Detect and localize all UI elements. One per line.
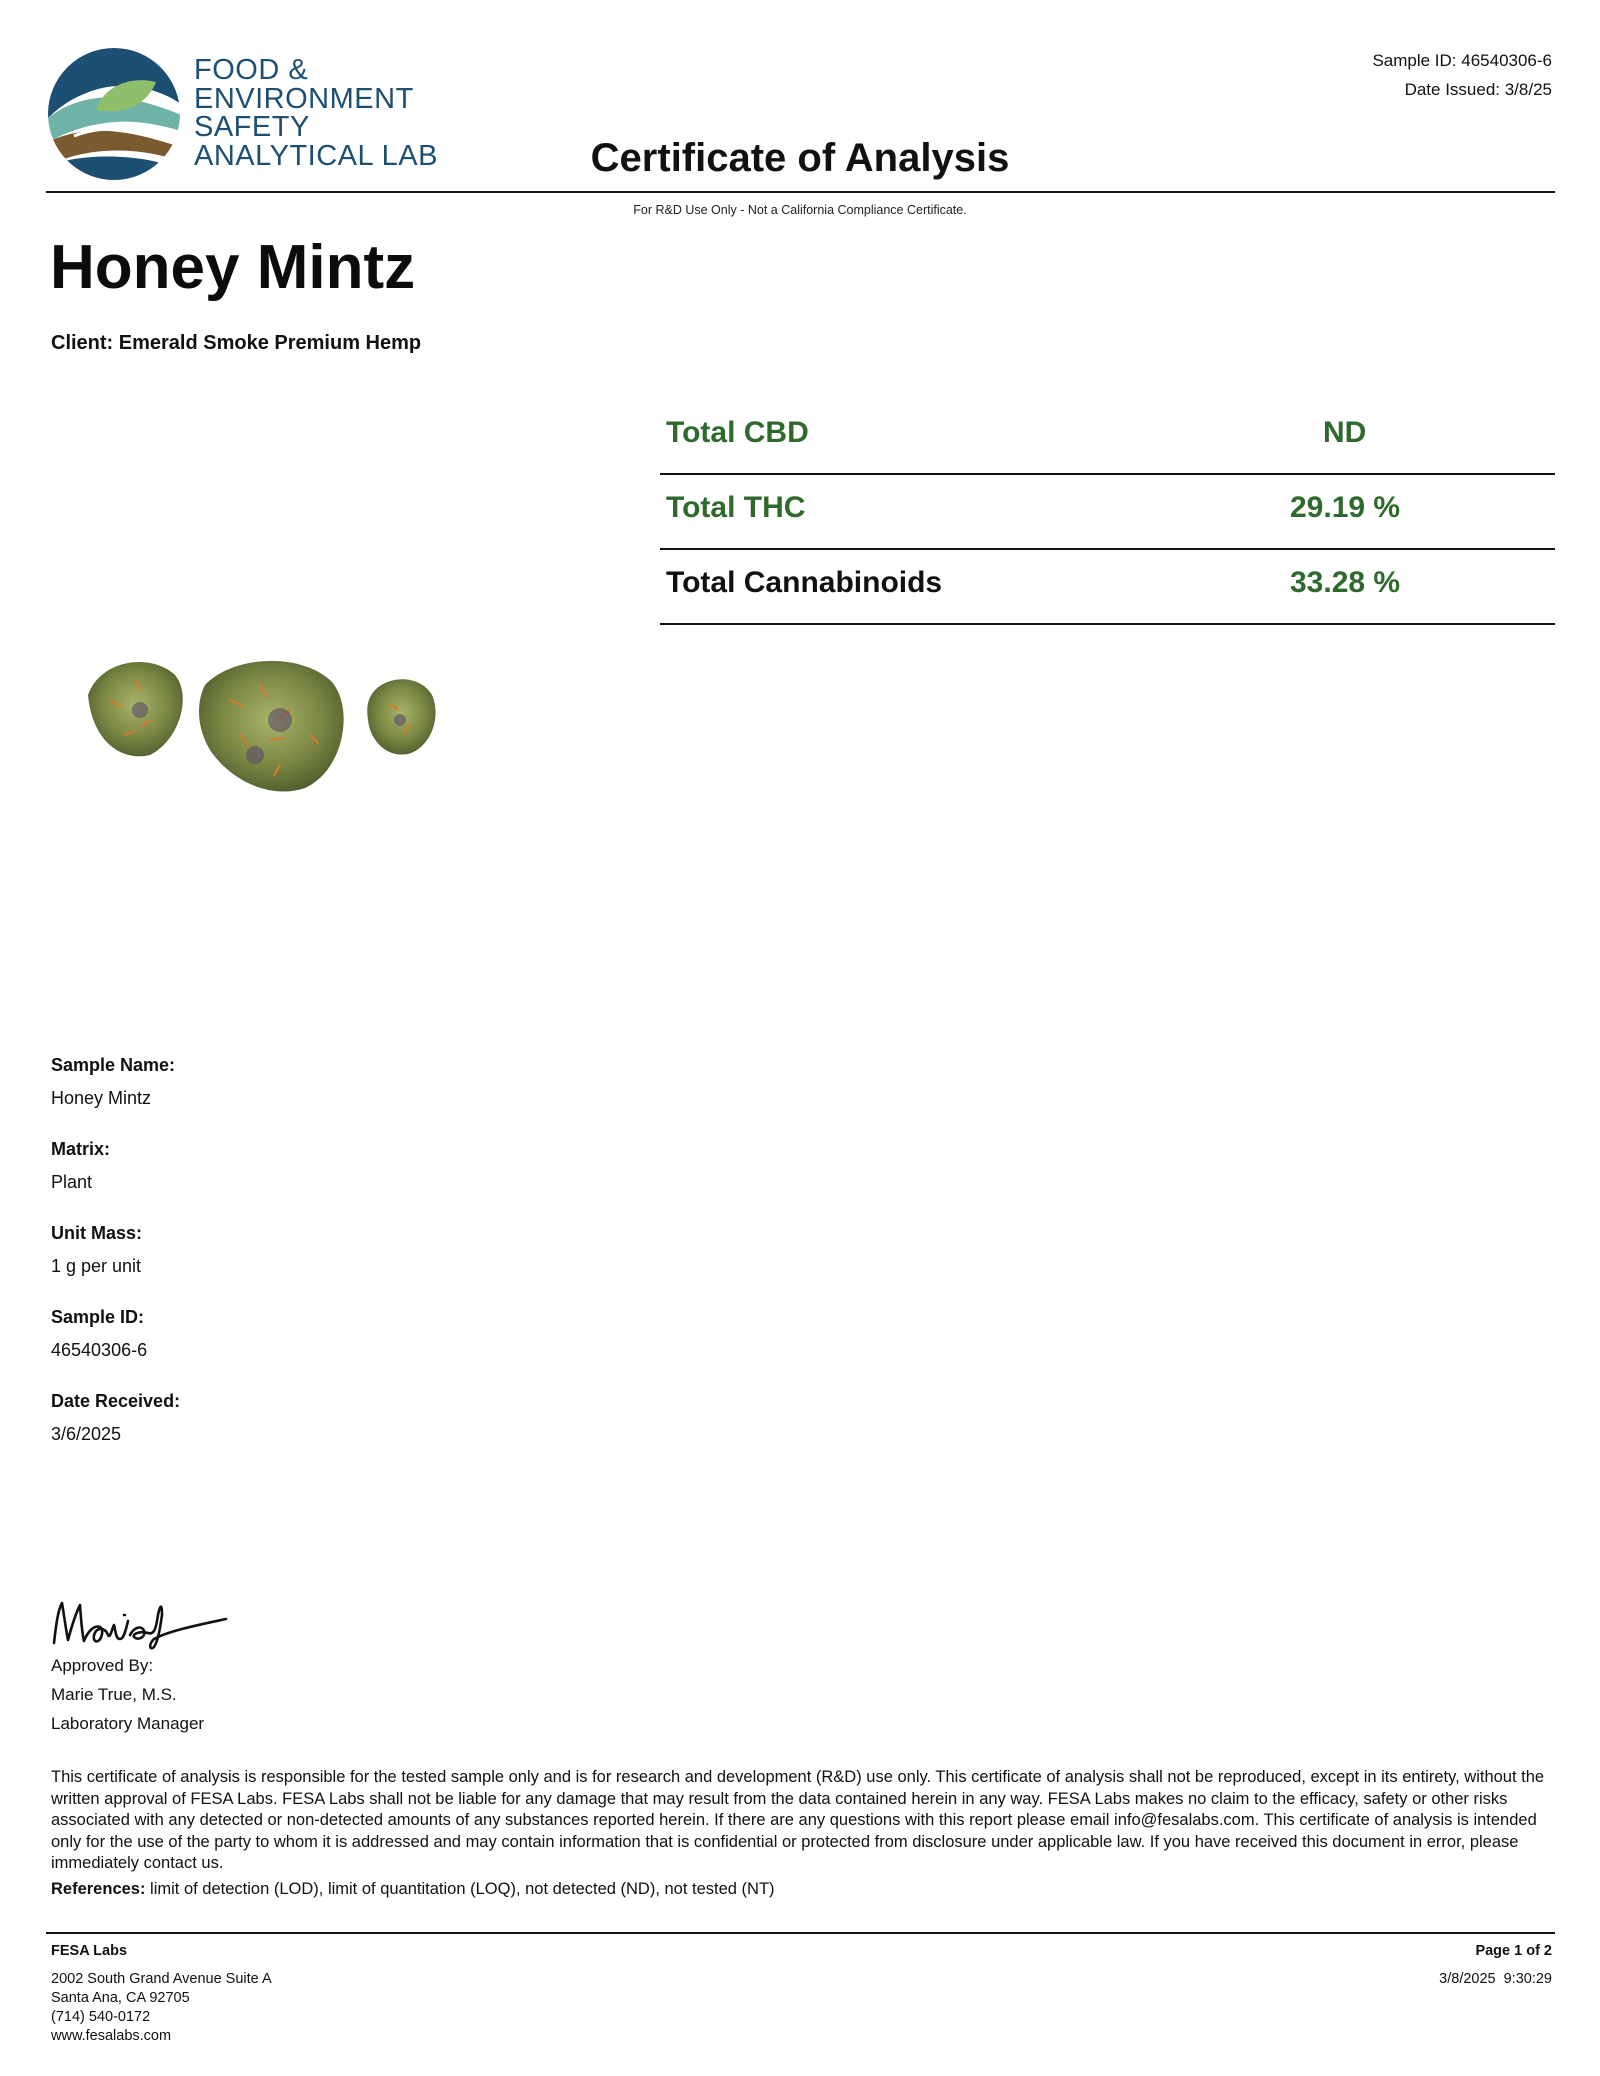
detail-label: Sample ID:	[51, 1307, 145, 1327]
signature-image	[48, 1585, 248, 1655]
summary-label: Total CBD	[666, 416, 809, 449]
detail-label: Date Received:	[51, 1391, 181, 1411]
summary-label: Total Cannabinoids	[666, 566, 943, 599]
detail-label: Matrix:	[51, 1139, 111, 1159]
approver-role: Laboratory Manager	[51, 1714, 205, 1733]
summary-value: 29.19 %	[1290, 491, 1401, 524]
page-number: Page 1 of 2	[1475, 1943, 1552, 1959]
logo-line: FOOD &	[194, 54, 309, 86]
footer-company: FESA Labs	[51, 1943, 128, 1959]
cannabinoid-summary-table	[660, 400, 1555, 625]
footer-address-line: Santa Ana, CA 92705	[51, 1990, 190, 2006]
detail-value: Plant	[51, 1172, 93, 1192]
footer-address-line: 2002 South Grand Avenue Suite A	[51, 1971, 272, 1987]
detail-sample-id	[51, 1305, 180, 1362]
footer-phone: (714) 540-0172	[51, 2009, 151, 2025]
summary-value: ND	[1323, 416, 1367, 449]
disclaimer-text: This certificate of analysis is responsible for the tested sample only and is for research and development (R&D) use only. This certificate of analysis shall not be reproduced, except in its entirety, without the written approval of FESA Labs. FESA Labs shall not be liable for any damage that may result from the data contained herein in any way. FESA Labs makes no claim to the efficacy, safety or other risks associated with any detected or non-detected amounts of any substances reported herein. If there are any questions with this report please email info@fesalabs.com. This certificate of analysis is intended only for the use of the party to whom it is addressed and may contain information that is confidential or protected from disclosure under applicable law. If you have received this document in error, please immediately contact us.	[51, 1768, 1545, 1872]
summary-value: 33.28 %	[1290, 566, 1401, 599]
references-line	[51, 1880, 775, 1899]
detail-value: 3/6/2025	[51, 1424, 122, 1444]
logo-line: SAFETY	[194, 111, 310, 143]
footer-timestamp	[1439, 1970, 1552, 1989]
header-sample-id: Sample ID: 46540306-6	[1372, 51, 1552, 70]
footer-website: www.fesalabs.com	[51, 2028, 172, 2044]
detail-unit-mass	[51, 1221, 180, 1278]
approved-by-label: Approved By:	[51, 1656, 154, 1675]
detail-sample-name	[51, 1053, 180, 1110]
detail-value: Honey Mintz	[51, 1088, 152, 1108]
summary-row	[660, 475, 1555, 550]
references-text: limit of detection (LOD), limit of quantitation (LOQ), not detected (ND), not tested (NT)	[145, 1880, 775, 1898]
footer-divider	[46, 1932, 1555, 1934]
compliance-note: For R&D Use Only - Not a California Compliance Certificate.	[633, 203, 967, 217]
detail-label: Unit Mass:	[51, 1223, 143, 1243]
summary-label: Total THC	[666, 491, 806, 524]
detail-value: 1 g per unit	[51, 1256, 142, 1276]
product-title: Honey Mintz	[50, 233, 416, 302]
header-divider	[46, 191, 1555, 193]
detail-date-received	[51, 1389, 180, 1446]
detail-matrix	[51, 1137, 180, 1194]
approval-block	[51, 1651, 204, 1738]
footer-address	[51, 1942, 272, 2046]
approver-name: Marie True, M.S.	[51, 1685, 177, 1704]
header-date-issued: Date Issued: 3/8/25	[1404, 80, 1552, 99]
footer-page-info	[1439, 1942, 1552, 1989]
summary-row	[660, 550, 1555, 625]
document-title: Certificate of Analysis	[590, 136, 1010, 180]
detail-value: 46540306-6	[51, 1340, 148, 1360]
references-label: References:	[51, 1880, 146, 1898]
cannabis-buds-image	[80, 640, 460, 840]
detail-label: Sample Name:	[51, 1055, 176, 1075]
header-meta	[1372, 46, 1552, 104]
sample-details	[51, 1053, 180, 1473]
footer-time: 9:30:29	[1503, 1971, 1552, 1987]
footer-date: 3/8/2025	[1439, 1971, 1496, 1987]
client-line: Client: Emerald Smoke Premium Hemp	[51, 332, 422, 354]
logo-line: ENVIRONMENT	[194, 82, 414, 115]
logo-line: ANALYTICAL LAB	[194, 139, 438, 172]
summary-row	[660, 400, 1555, 475]
